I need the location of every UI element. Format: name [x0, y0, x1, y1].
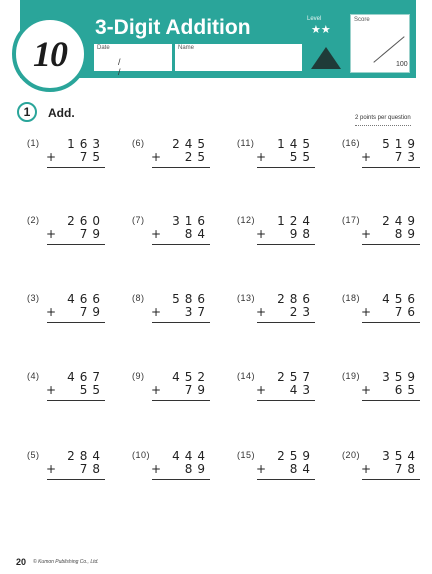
addend-top: 259: [277, 449, 315, 463]
points-note: 2 points per question: [355, 115, 411, 121]
plus-sign: +: [361, 462, 372, 476]
problem-number: (11): [237, 138, 255, 148]
plus-sign: +: [361, 150, 372, 164]
addend-top: 249: [382, 214, 420, 228]
addend-top: 316: [172, 214, 210, 228]
answer-line: [362, 167, 420, 168]
answer-line: [152, 479, 210, 480]
plus-sign: +: [46, 305, 57, 319]
problem-number: (15): [237, 450, 256, 460]
lesson-badge: [12, 16, 88, 92]
plus-sign: +: [151, 150, 162, 164]
addend-top: 124: [277, 214, 315, 228]
addend-top: 359: [382, 370, 420, 384]
addend-bottom: 73: [394, 150, 420, 164]
addend-bottom: 79: [79, 227, 105, 241]
addend-bottom: 89: [394, 227, 420, 241]
addend-top: 245: [172, 137, 210, 151]
addend-top: 466: [67, 292, 105, 306]
problem-number: (18): [342, 293, 361, 303]
addition-problem: [237, 370, 327, 410]
plus-sign: +: [256, 227, 267, 241]
problem-number: (10): [132, 450, 151, 460]
addition-problem: [132, 292, 222, 332]
addition-problem: [27, 449, 117, 489]
answer-line: [152, 167, 210, 168]
score-total: 100: [396, 61, 408, 68]
addition-problem: [27, 292, 117, 332]
addend-top: 354: [382, 449, 420, 463]
plus-sign: +: [151, 383, 162, 397]
section-instruction: Add.: [48, 106, 75, 120]
addend-bottom: 23: [289, 305, 315, 319]
problem-number: (1): [27, 138, 40, 148]
addend-bottom: 89: [184, 462, 210, 476]
addend-bottom: 78: [79, 462, 105, 476]
worksheet-title: 3-Digit Addition: [95, 16, 251, 39]
answer-line: [362, 479, 420, 480]
answer-line: [362, 322, 420, 323]
answer-line: [47, 322, 105, 323]
score-label: Score: [354, 17, 370, 23]
addition-problem: [132, 214, 222, 254]
addend-top: 586: [172, 292, 210, 306]
copyright: © Kumon Publishing Co., Ltd.: [33, 559, 99, 565]
addend-top: 145: [277, 137, 315, 151]
plus-sign: +: [256, 383, 267, 397]
addend-top: 452: [172, 370, 210, 384]
problem-number: (4): [27, 371, 40, 381]
answer-line: [47, 244, 105, 245]
problem-number: (14): [237, 371, 256, 381]
page-number: 20: [16, 557, 27, 567]
answer-line: [152, 244, 210, 245]
addend-top: 444: [172, 449, 210, 463]
answer-line: [152, 400, 210, 401]
addition-problem: [342, 137, 432, 177]
addend-bottom: 76: [394, 305, 420, 319]
addition-problem: [342, 292, 432, 332]
date-label: Date: [97, 45, 110, 51]
problem-number: (12): [237, 215, 256, 225]
problem-number: (7): [132, 215, 145, 225]
plus-sign: +: [46, 150, 57, 164]
addend-top: 467: [67, 370, 105, 384]
problem-number: (6): [132, 138, 145, 148]
addend-top: 257: [277, 370, 315, 384]
addend-bottom: 43: [289, 383, 315, 397]
addend-bottom: 75: [79, 150, 105, 164]
answer-line: [257, 322, 315, 323]
addend-bottom: 25: [184, 150, 210, 164]
addend-top: 456: [382, 292, 420, 306]
addition-problem: [132, 370, 222, 410]
plus-sign: +: [151, 305, 162, 319]
addend-top: 519: [382, 137, 420, 151]
problem-number: (3): [27, 293, 40, 303]
problem-number: (19): [342, 371, 361, 381]
date-value: / /: [118, 57, 143, 77]
answer-line: [257, 244, 315, 245]
addition-problem: [27, 214, 117, 254]
answer-line: [257, 479, 315, 480]
points-underline: [355, 125, 411, 126]
addition-problem: [237, 137, 327, 177]
level-triangle-icon: [311, 47, 341, 69]
addend-bottom: 37: [184, 305, 210, 319]
problem-number: (17): [342, 215, 361, 225]
addend-bottom: 55: [289, 150, 315, 164]
addition-problem: [132, 137, 222, 177]
plus-sign: +: [46, 227, 57, 241]
answer-line: [362, 244, 420, 245]
addend-bottom: 79: [79, 305, 105, 319]
addition-problem: [27, 370, 117, 410]
addend-bottom: 78: [394, 462, 420, 476]
name-label: Name: [178, 45, 195, 51]
level-label: Level: [307, 16, 322, 22]
score-divider: [373, 36, 404, 62]
plus-sign: +: [151, 227, 162, 241]
addend-top: 260: [67, 214, 105, 228]
answer-line: [257, 400, 315, 401]
problem-number: (16): [342, 138, 361, 148]
addition-problem: [132, 449, 222, 489]
problem-number: (13): [237, 293, 256, 303]
plus-sign: +: [46, 383, 57, 397]
answer-line: [47, 400, 105, 401]
plus-sign: +: [361, 383, 372, 397]
plus-sign: +: [46, 462, 57, 476]
addend-bottom: 84: [184, 227, 210, 241]
answer-line: [257, 167, 315, 168]
addend-top: 284: [67, 449, 105, 463]
addend-top: 286: [277, 292, 315, 306]
addition-problem: [237, 292, 327, 332]
addend-bottom: 84: [289, 462, 315, 476]
answer-line: [152, 322, 210, 323]
problem-number: (8): [132, 293, 145, 303]
plus-sign: +: [361, 305, 372, 319]
addition-problem: [342, 449, 432, 489]
addend-bottom: 65: [394, 383, 420, 397]
answer-line: [47, 479, 105, 480]
answer-line: [362, 400, 420, 401]
plus-sign: +: [151, 462, 162, 476]
addition-problem: [237, 214, 327, 254]
problem-number: (9): [132, 371, 145, 381]
addition-problem: [342, 214, 432, 254]
plus-sign: +: [256, 150, 267, 164]
plus-sign: +: [361, 227, 372, 241]
level-stars-icon: ★★: [311, 24, 331, 36]
plus-sign: +: [256, 462, 267, 476]
plus-sign: +: [256, 305, 267, 319]
addition-problem: [27, 137, 117, 177]
addition-problem: [237, 449, 327, 489]
section-number: 1: [17, 102, 37, 122]
problem-number: (5): [27, 450, 40, 460]
addition-problem: [342, 370, 432, 410]
date-field[interactable]: [94, 44, 172, 77]
addend-top: 163: [67, 137, 105, 151]
answer-line: [47, 167, 105, 168]
problem-number: (2): [27, 215, 40, 225]
addend-bottom: 98: [289, 227, 315, 241]
addend-bottom: 55: [79, 383, 105, 397]
addend-bottom: 79: [184, 383, 210, 397]
score-box[interactable]: [350, 14, 410, 73]
problem-number: (20): [342, 450, 361, 460]
lesson-number: 10: [33, 34, 67, 74]
name-field[interactable]: [175, 44, 302, 71]
